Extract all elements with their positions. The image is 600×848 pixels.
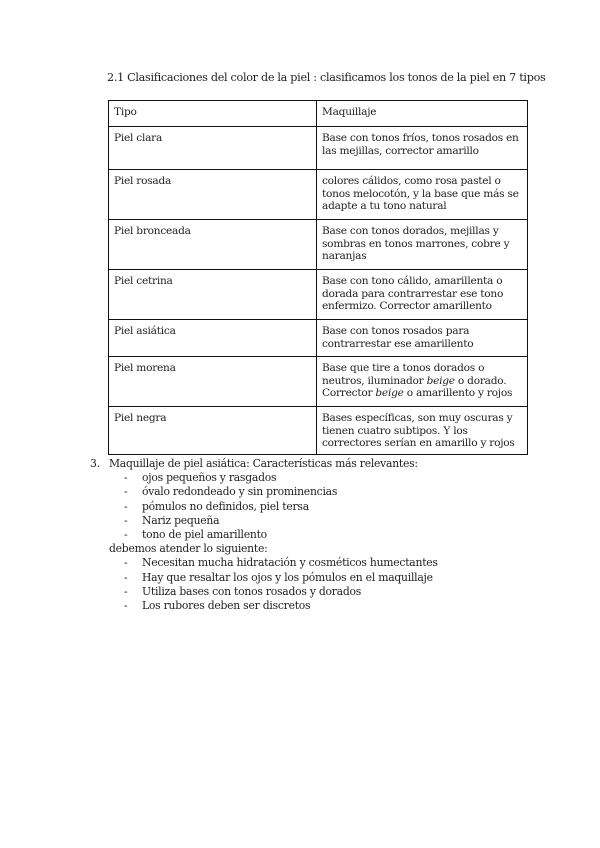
list-item bbox=[124, 556, 540, 570]
dash-marker: - bbox=[124, 584, 128, 598]
cell-maquillaje: Base con tonos rosados para contrarrestar ese amarillento bbox=[317, 320, 528, 357]
dash-marker: - bbox=[124, 513, 128, 527]
cell-tipo: Piel asiática bbox=[109, 320, 317, 357]
list-item bbox=[124, 471, 540, 485]
dash-marker: - bbox=[124, 570, 128, 584]
dash-marker: - bbox=[124, 556, 128, 570]
text-part: o amarillento y rojos bbox=[403, 387, 513, 400]
list-item bbox=[124, 571, 540, 585]
cell-tipo: Piel morena bbox=[109, 357, 317, 407]
list-item-text: Los rubores deben ser discretos bbox=[142, 599, 311, 613]
italic-term: beige bbox=[375, 387, 404, 400]
features-list bbox=[90, 471, 540, 542]
cell-maquillaje: colores cálidos, como rosa pastel o tonos melocotón, y la base que más se adapte a tu tono natural bbox=[317, 170, 528, 220]
section-title bbox=[90, 457, 540, 471]
table-row bbox=[109, 270, 528, 320]
table-row bbox=[109, 170, 528, 220]
text-part: o dorado. Corrector bbox=[322, 374, 507, 400]
header-maquillaje: Maquillaje bbox=[317, 101, 528, 127]
section-heading: 2.1 Clasificaciones del color de la piel : clasificamos los tonos de la piel en 7 tipos bbox=[107, 71, 546, 84]
dash-marker: - bbox=[124, 471, 128, 485]
list-item bbox=[124, 514, 540, 528]
list-item-text: ojos pequeños y rasgados bbox=[142, 471, 277, 485]
dash-marker: - bbox=[124, 528, 128, 542]
cell-tipo: Piel clara bbox=[109, 127, 317, 170]
list-item bbox=[124, 500, 540, 514]
list-item-text: pómulos no definidos, piel tersa bbox=[142, 499, 309, 513]
skin-tone-table bbox=[108, 100, 528, 455]
dash-marker: - bbox=[124, 599, 128, 613]
list-item bbox=[124, 528, 540, 542]
cell-maquillaje: Bases específicas, son muy oscuras y tienen cuatro subtipos. Y los correctores serían en amarillo y rojos bbox=[317, 407, 528, 455]
section-number: 3. bbox=[90, 457, 100, 470]
cell-maquillaje: Base con tonos fríos, tonos rosados en las mejillas, corrector amarillo bbox=[317, 127, 528, 170]
cell-maquillaje: Base con tonos dorados, mejillas y sombras en tonos marrones, cobre y naranjas bbox=[317, 220, 528, 270]
header-tipo: Tipo bbox=[109, 101, 317, 127]
dash-marker: - bbox=[124, 499, 128, 513]
italic-term: beige bbox=[426, 374, 455, 387]
list-item-text: óvalo redondeado y sin prominencias bbox=[142, 485, 338, 499]
list-item-text: Hay que resaltar los ojos y los pómulos en el maquillaje bbox=[142, 570, 433, 584]
table-row bbox=[109, 220, 528, 270]
cell-tipo: Piel cetrina bbox=[109, 270, 317, 320]
text-part: Base que tire a tonos dorados o neutros, iluminador bbox=[322, 362, 485, 387]
section-title-text: Maquillaje de piel asiática: Características más relevantes: bbox=[109, 457, 418, 470]
cell-tipo: Piel rosada bbox=[109, 170, 317, 220]
list-item bbox=[124, 599, 540, 613]
list-item bbox=[124, 585, 540, 599]
list-item bbox=[124, 485, 540, 499]
list-item-text: Nariz pequeña bbox=[142, 513, 220, 527]
dash-marker: - bbox=[124, 485, 128, 499]
asian-skin-section bbox=[90, 457, 540, 613]
list-item-text: Necesitan mucha hidratación y cosméticos humectantes bbox=[142, 556, 438, 570]
table-row bbox=[109, 357, 528, 407]
cell-tipo: Piel bronceada bbox=[109, 220, 317, 270]
list-item-text: tono de piel amarillento bbox=[142, 528, 267, 542]
table-header-row bbox=[109, 101, 528, 127]
table-row bbox=[109, 407, 528, 455]
cell-maquillaje bbox=[317, 357, 528, 407]
table-row bbox=[109, 127, 528, 170]
cell-tipo: Piel negra bbox=[109, 407, 317, 455]
table-row bbox=[109, 320, 528, 357]
list-item-text: Utiliza bases con tonos rosados y dorados bbox=[142, 584, 362, 598]
tips-intro: debemos atender lo siguiente: bbox=[109, 542, 268, 556]
tips-list bbox=[90, 556, 540, 613]
cell-maquillaje: Base con tono cálido, amarillenta o dorada para contrarrestar ese tono enfermizo. Corrector amarillento bbox=[317, 270, 528, 320]
